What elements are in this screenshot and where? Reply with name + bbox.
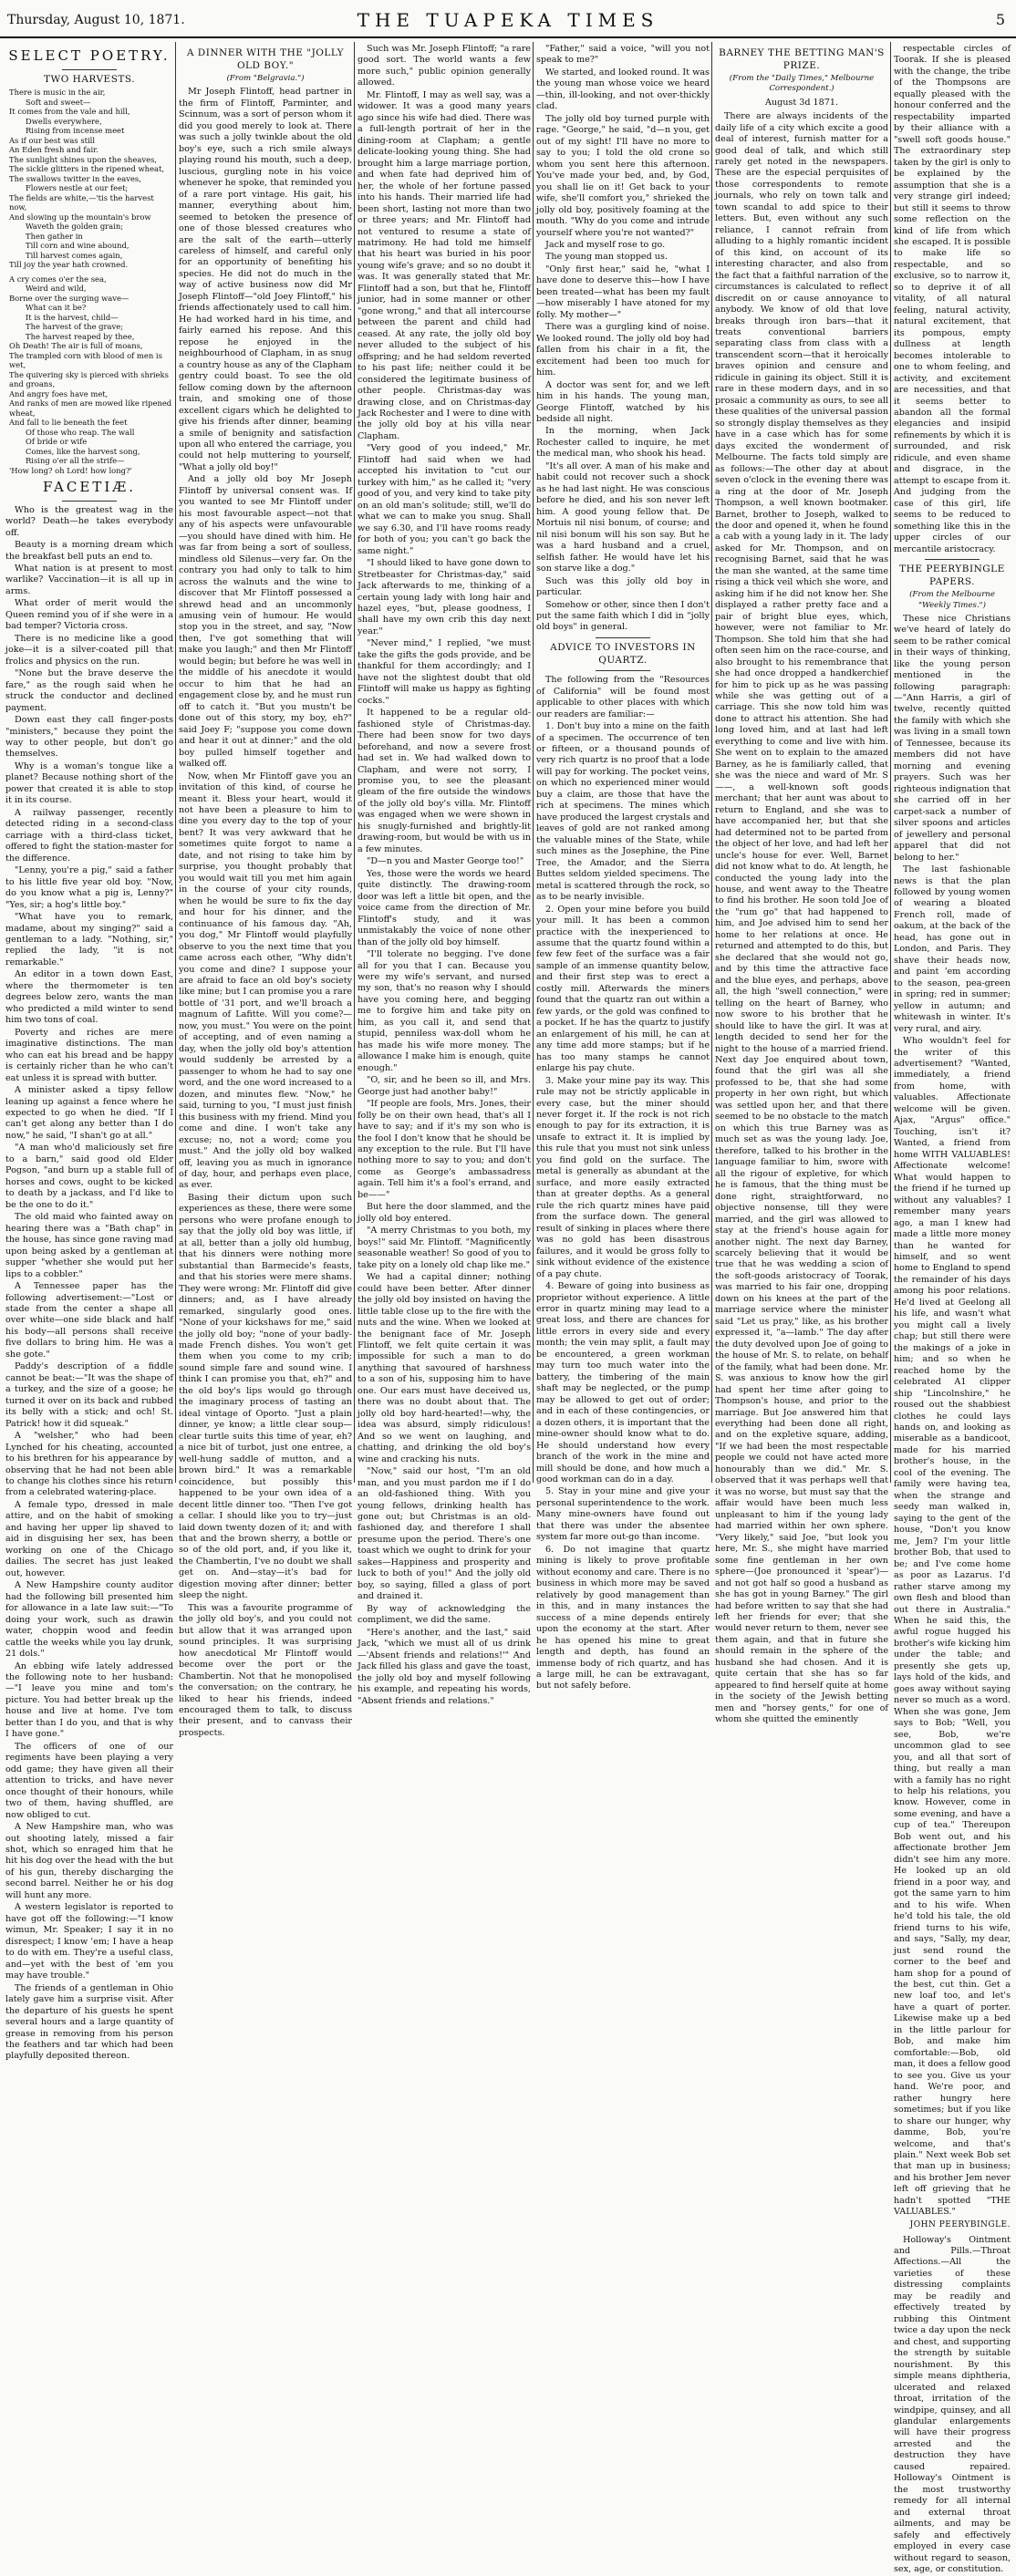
divider [596,637,650,638]
column-4 [536,44,710,1691]
peerybingle-body [894,614,1011,2219]
poem-line: The quivering sky is pierced with shrieks and groans, [9,369,169,389]
facetia-item: The officers of one of our regiments have been playing a very odd game; they have given all their attention to tricks, and have never once thought of their honours, while two of them, having shuffled, are now obliged to cut. [5,1741,173,1820]
facetia-item: There is no medicine like a good joke—it is a silver-coated pill that frolics and physics on the run. [5,633,173,667]
paragraph: "If people are fools, Mrs. Jones, their folly be on their own head, that's all I have to say; and if it's my son who is the fool I don't know that he should be any exception to the rule. But I'll have nothing more to say to you; and don't come as George's ambassadress again. Tell him it's a fool's errand, and be——" [358,1099,531,1200]
poem-line: The swallows twitter in the eaves, [9,173,141,183]
article-body-continued [358,44,531,1707]
masthead [0,0,1016,38]
paragraph: "I'll tolerate no begging. I've done all for you that I can. Because you were my wife's servant, and nursed my son, that's no reason why I should have you coming here, and begging me to forgive him and take pity on him, as you call it, and send that stupid, penniless wax-doll whom he has made his wife more money. The allowance I make him is enough, quite enough." [358,949,531,1073]
paragraph: We had a capital dinner; nothing could have been better. After dinner the jolly old boy insisted on having the little table close up to the fire with the nuts and the wine. When we looked at the benignant face of Mr. Joseph Flintoff, we felt quite certain it was impossible for such a man to do anything that savoured of harshness to a son of his, supposing him to have one. Our ears must have deceived us, there was no doubt about that. The jolly old boy hard-hearted!—why, the idea was absurd, simply ridiculous! And so we went on laughing, and chatting, and drinking the old boy's wine and cracking his nuts. [358,1272,531,1464]
facetia-item: Beauty is a morning dream which the breakfast bell puts an end to. [5,540,173,562]
poem-line: Of bride or wife [26,437,88,447]
column-5 [715,44,889,1725]
paragraph: "D—n you and Master George too!" [367,856,524,867]
facetia-item: A Tennessee paper has the following advertisement:—"Lost or stade from the center a shape all over white—one side black and half his body—all persons shall receive five dollars to bring him. He was a she gote." [5,1281,173,1360]
divider [62,501,117,502]
paragraph: There are always incidents of the daily life of a city which excite a good deal of interest, furnish matter for a good deal of talk, and which still rarely get noted in the newspapers. These are the especial perquisites of those correspondents to remote journals, who rely on town talk and town scandal to add spice to their letters. But, even without any such reliance, I cannot refrain from alluding to a highly romantic incident of this kind, on account of its interesting character, and also from the fact that a faithful narration of the circumstances is calculated to reflect discredit on or cause annoyance to anybody. We know of old that love breaks through iron bars—that it treats conventional barriers separating class from class with a transcendent scorn—that it heroically braves opinion and censure and ridicule in gaining its object. Still it is rare in these modern days, and in so prosaic a community as ours, to see all these qualities of the universal passion so strongly display themselves as they have in a case which has for some days excited the wonderment of Melbourne. The facts told simply are as follows:—The other day at about seven o'clock in the evening there was a ring at the door of Mr. Joseph Thompson, a well known bootmaker. Barnet, brother to Joseph, walked to the door and opened it, when he found a cab with a young lady in it. The lady asked for Mr. Thompson, and on recognising Barnet, said that he was the man she wanted, at the same time rising a thick veil which she wore, and asking him if he did not know her. She displayed a rather pretty face and a pair of bright blue eyes, which, however, were not familiar to Mr. Thompson. She told him that she had often seen him on the race-course, and also brought to his remembrance that she had once dropped a handkerchief for him to pick up as he was passing while she was getting out of a carriage. This she now told him was done to attract his attention. She had long loved him, and at last had left everything to come and live with him. She went on to explain to the amazed Barney, as he is familiarly called, that she was the niece and ward of Mr. S——, a well-known soft goods merchant; that her aunt was about to return to England, and she was to have accompanied her, but that she had determined not to be parted from the object of her love, and had left her uncle's house for ever. Well, Barnet did not know what to do. At length, he conducted the young lady into the house, and went away to the Theatre to find his brother. He soon told Joe of the "rum go" that had happened to him, and Joe advised him to send her home to her relations at once. He returned and attempted to do this, but she declared that she would not go, and by this time the attractive face and the blue eyes, and perhaps, above all, the high "swell connection," were telling on the heart of Barney, who now swore to his brother that he should like to have the girl. It was at length decided to send her for the night to the house of a married friend. Next day Joe enquired about town, found that the girl was all she professed to be, that she had some property in her own right, but which was settled upon her, and that there seemed to be no obstacle to the match on which this true Barney was as much set as was the young lady. Joe, therefore, talked to his brother in the language familiar to him, swore with all the rigour of expletive, for which he is famous, that the thing must be done right, straightforward, no objective nonsense, till they were married, and the girl was allowed to stay at the friend's house again for another night. The next day Barney, scarcely believing that it would be true that he was wedding a scion of the soft-goods aristocracy of Toorak, was married to his fair one, dropping down on his knees at the part of the marriage service where the minister said "Let us pray," like, as his brother expressed it, "a—lamb." The day after the duty devolved upon Joe of going to the house of Mr. S. to relate, on behalf of the family, what had been done. Mr. S. was anxious to know how the girl had spent her time after going to Thompson's house, and prior to the marriage. But Joe answered him that everything had been done all right, and on the expletive square, adding, "If we had been the most respectable people we could not have acted more honourably than we did." Mr. S. observed that it was perhaps well that it was no worse, but must say that the affair would have been much less unpleasant to him if the young lady had married within her own sphere. "Very likely," said Joe, "but look you here, Mr. S., she might have married some fine gentleman in her own sphere—(Joe pronounced it 'spear')—and not got half so good a husband as she has got in young Barney." The girl had before written to say that she had left her friends for ever; that she would never return to them, never see them again, and that in future she should remain in the sphere of the husband she had chosen. And it is quite certain that she has so far appeared to find herself quite at home in the society of the Jewish betting men and "horsey gents," for one of whom she quitted the eminently [715,111,889,1725]
facetia-item: What order of merit would the Queen remind you of if she were in a bad temper? Victoria cross. [5,598,173,632]
article-title-peerybingle: THE PEERYBINGLE PAPERS. [899,564,1005,587]
article-body-continued [536,44,710,634]
advice-item: 6. Do not imagine that quartz mining is likely to prove profitable without economy and care. There is no business in which more may be saved relatively by good management than in this, and in many instances the success of a mine depends entirely upon the economy at the start. After he has opened his mine to great length and depth, has found an immense body of rich quartz, and has a large mill, he can be extravagant, but not safely before. [536,1544,710,1691]
advice-item: 5. Stay in your mine and give your personal superintendence to the work. Many mine-owners have found out that there was under the absentee system far more out-go than income. [536,1486,710,1543]
paragraph: "I should liked to have gone down to Stretbeaster for Christmas-day," said Jack afterwards to me, thinking of a certain young lady with long hair and hazel eyes, "but, please goodness, I shall have my own crib this day next year." [358,558,531,636]
paragraph: Yes, those were the words we heard quite distinctly. The drawing-room door was left a little bit open, and the voice came from the direction of Mr. Flintoff's study, and it was unmistakably the voice of none other than of the jolly old boy himself. [358,868,531,947]
facetia-item: "Lenny, you're a pig," said a father to his little five year old boy. "Now, do you know what a pig is, Lenny?" "Yes, sir; a hog's little boy." [5,865,173,910]
paragraph: "Now," said our host, "I'm an old man, and you must pardon me if I do an old-fashioned thing. With you young fellows, drinking health has gone out; but Christmas is an old-fashioned day, and therefore I shall presume upon the period. There's one toast which we ought to drink for your sakes—Happiness and prosperity and luck to both of you!" And the jolly old boy, so saying, filled a glass of port and drained it. [358,1466,531,1602]
article-body [715,111,888,1726]
paragraph: respectable circles of Toorak. If she is pleased with the change, the tribe of the Thompsons are equally pleased with the honour conferred and the respectability imparted by their alliance with a "swell soft goods house." The extraordinary step taken by the girl is only to be explained by the assumption that she is a very strange girl indeed; but still it seems to throw some reflection on the kind of life from which she escaped. It is possible to make life so respectable, and so exclusive, so to narrow it, so to deprive it of all vitality, of all natural feeling, natural activity, natural excitement, that its pompous, empty dullness at length becomes intolerable to one to whom feeling, and activity, and excitement are necessities, and that it seems better to abandon all the formal elegancies and insipid refinements by which it is surrounded, and risk ridicule, and even shame and disgrace, in the attempt to escape from it. And judging from the case of this girl, life seems to be reduced to something like this in the upper circles of our mercantile aristocracy. [894,44,1011,554]
paragraph: It happened to be a regular old-fashioned style of Christmas-day. There had been snow for two days beforehand, and now a severe frost had set in. We had walked down to Clapham, and were not sorry, I promise you, to see the pleasant gleam of the fire outside the windows of the jolly old boy's villa. Mr. Flintoff was engaged when we were shown in his snugly-furnished and brightly-lit drawing-room, but would be with us in a few minutes. [358,708,531,854]
column-rule [175,42,176,1483]
facetia-item: Down east they call finger-posts "ministers," because they point the way to other people, but don't go themselves. [5,715,173,760]
paragraph: Such was this jolly old boy in particular. [536,575,710,598]
paragraph: "It's all over. A man of his make and habit could not recover such a shock as he had last night. He was conscious before he died, and his son never left him. A good young fellow that. De Mortuis nil nisi bonum, of course; and nil nisi bonum will his son say. But he was a hard husband and a cruel, selfish father. He would have let his son starve like a dog." [536,460,710,574]
poem-line: A cry comes o'er the sea, [9,274,107,284]
article-body [179,87,352,1739]
paragraph: Now, when Mr Flintoff gave you an invitation of this kind, of course he meant it. Bless your heart, would it not have been a pleasure to him to dine you every day to the top of your bent? It was very awkward that he sometimes quite forgot to name a date, and not rising to take him by surprise, you thought probably that you would wait till you met him again in the course of your city rounds, when he would be sure to fix the day and hour for his dinner, and the continuance of his famous day. "Ah, you dog," Mr Flintoff would playfully observe to you the next time that you came across each other, "Why didn't you come and dine? I suppose your are afraid to face an old boy's society like mine; but I can promise you a rare bottle of '31 port, and we'll broach a magnum of Lafitte. Will you come?—now, you must." You were on the point of accepting, and of even naming a day, when the jolly old boy's attention would suddenly be arrested by a passenger to whom he had to say one word, and the one word increased to a dozen, and minutes flew. "Now," he said, turning to you, "I must just finish this business with my friend. Mind you come and dine. I won't take any excuse; no, not a word; come you must." And the jolly old boy walked off, leaving you as much in ignorance of day, hour, and perhaps even place, as ever. [179,771,352,1191]
poem-line: Till corn and wine abound, [26,241,130,251]
facetia-item: "What have you to remark, madame, about my singing?" said a gentleman to a lady. "Nothing, sir," replied the lady, "it is not remarkable." [5,912,173,967]
facetia-item: The old maid who fainted away on hearing there was a "Bath chap" in the house, has since gone raving mad upon being asked by a gentleman at supper "whether she would put her lips to a cobbler." [5,1212,173,1279]
paragraph: "Never mind," I replied, "we must take the gifts the gods provide, and be thankful for them accordingly; and I have not the slightest doubt that old Flintoff will make us happy as fighting cocks." [358,638,531,706]
paragraph: Jack and myself rose to go. [545,239,666,250]
paragraph: "Here's another, and the last," said Jack, "which we must all of us drink—'Absent friends and relations!'" And Jack filled his glass and gave the toast, the jolly old boy and myself following his example, and repeating his words, "Absent friends and relations." [358,1627,531,1706]
paragraph: The young man stopped us. [545,252,668,263]
article-dateline: August 3d 1871. [764,97,838,108]
divider [596,670,650,671]
paragraph: In the morning, when Jack Rochester called to inquire, he met the medical man, who shook his head. [536,426,710,460]
paragraph: "A merry Christmas to you both, my boys!" said Mr. Flintoff. "Magnificently seasonable weather! So good of you to take pity on a lonely old chap like me." [358,1226,531,1270]
article-body-continued [894,44,1011,555]
paragraph: The jolly old boy turned purple with rage. "George," he said, "d—n you, get out of my sight! I'll have no more to say to you; I told the old crone so whom you sent here this afternoon. You've made your bed, and, by God, you shall lie on it! Get back to your wife, she'll comfort you," shrieked the jolly old boy, positively foaming at the mouth. "Why do you come and intrude yourself where you're not wanted?" [536,113,710,238]
page-number: 5 [995,11,1005,28]
poem-line: Soft and sweet— [26,97,91,107]
column-1 [5,44,173,2062]
poem-line: And fall to lie beneath the feet [9,418,128,428]
newspaper-title: THE TUAPEKA TIMES [357,9,659,31]
poem-line: The fields are white,—'tis the harvest now, [9,192,154,212]
facetiae-list [5,505,173,2063]
facetia-item: An ebbing wife lately addressed the following note to her husband:—"I leave you mine and tom's picture. You had better break up the house and live at home. I've tom better than I do you, and that is why I have gone." [5,1660,173,1740]
poem-line: Flowers nestle at our feet; [26,183,129,193]
article-source: (From the Melbourne "Weekly Times.") [909,590,995,610]
paragraph: These nice Christians we've heard of lately do seem to be rather comical in their ways of thinking, like the young person mentioned in the following paragraph:—"Ann Harris, a girl of twelve, recently quitted the family with which she was living in a small town of Tennessee, because its members did not have morning and evening prayers. Such was her righteous indignation that she carried off in her carpet-sack a number of silver spoons and articles of jewellery and personal apparel that did not belong to her." [894,613,1011,863]
column-2 [179,44,352,1738]
signature: JOHN PEERYBINGLE. [909,2219,1011,2229]
article-source: (From "Belgravia.") [226,74,305,84]
poem-line: 'How long? oh Lord! how long?' [9,465,132,475]
article-title-barney: BARNEY THE BETTING MAN'S PRIZE. [719,47,885,71]
paragraph: This was a favourite programme of the jolly old boy's, and you could not but allow that it was arranged upon sound principles. It was surprising how anecdotical Mr Flintoff would become over the port or the Chambertin. Not that he monopolised the conversation; on the contrary, he liked to hear his friends, indeed encouraged them to talk, to discuss their present, and to canvass their prospects. [179,1602,352,1738]
facetia-item: A female typo, dressed in male attire, and on the habit of smoking and having her upper lip shaved to aid in disguising her sex, has been working on one of the Chicago dailies. The secret has just leaked out, however. [5,1499,173,1578]
advice-item: The following from the "Resources of California" will be found most applicable to other places with which our readers are familiar:— [536,675,710,719]
facetia-item: A New Hampshire man, who was out shooting lately, missed a fair shot, which so enraged him that he hit his dog over the head with the but of his gun, thereby discharging the second barrel. Neither he or his dog will hunt any more. [5,1822,173,1900]
paragraph: There was a gurgling kind of noise. We looked round. The jolly old boy had fallen from his chair in a fit, the excitement had been too much for him. [536,322,710,378]
advice-item: 1. Don't buy into a mine on the faith of a specimen. The occurrence of ten or fifteen, or a thousand pounds of very rich quartz is no proof that a lode will pay for working. The pocket veins, on which no experienced miner would buy a claim, are those that have the rich at specimens. The mines which have produced the largest crystals and leaves of gold are not ranked among the valuable mines of the State, while such mines as the Josephine, the Pine Tree, the Amador, and the Sierra Buttes seldom yielded specimens. The metal is scattered through the rock, so as to be nearly invisible. [536,721,710,903]
facetia-item: Why is a woman's tongue like a planet? Because nothing short of the power that created it is able to stop it in its course. [5,760,173,806]
poem-line: Rising o'er all the strife— [26,456,125,466]
poem-line: It is the harvest, child— [26,312,119,322]
paragraph: Somehow or other, since then I don't put the same faith which I did in "jolly old boys" in general. [536,599,710,633]
poem-line: An Eden fresh and fair. [9,145,98,155]
paragraph: Such was Mr. Joseph Flintoff; "a rare good sort. The world wants a few more such," public opinion generally allowed. [358,44,531,88]
poem-line: The harvest reaped by thee, [26,331,135,341]
facetia-item: A railway passenger, recently detected riding in a second-class carriage with a third-class ticket, offered to fight the station-master for the difference. [5,807,173,864]
poem-line: It comes from the vale and hill, [9,107,130,117]
poem-line: The sickle glitters in the ripened wheat, [9,164,165,174]
section-title-facetiae: FACETIÆ. [42,479,137,496]
paragraph: Who wouldn't feel for the writer of this advertisement? "Wanted, immediately, a friend from home, with valuables. Affectionate welcome will be given. Ajax, "Argus" office." Touching, isn't it? Wanted, a friend from home WITH VALUABLES! Affectionate welcome! What would happen to the friend if he turned up without any valuables? I remember many years ago, a man I knew had made a little more money than he wanted for himself, and so went home to England to spend the remainder of his days among his poor relations. He'd lived at Geelong all his life, and wasn't what you might call a lively chap; but still there were the makings of a joke in him; and so when he reached home by the celebrated A1 clipper ship "Lincolnshire," he roused out the shabbiest clothes he could lays hands on, and looking as miserable as a bandicoot, made for his married brother's house, in the cool of the evening. The family were having tea, when the strange and seedy man walked in, saying to the gent of the house, "Don't you know me, Jem? I'm your little brother Bob, that used to be; and I've come home as poor as Lazarus. I'd rather starve among my own flesh and blood than out there in Australia." When he said this, the awful rogue hugged his brother's wife kicking him under the table; and presently she gets up, lays hold of the kids, and goes away without saying never so much as a word. When she was gone, Jem says to Bob; "Well, you see, Bob, we're uncommon glad to see you, and all that sort of thing, but really a man with a family has no right to help his relations, you know. However, come in some evening, and have a cup of tea." Thereupon Bob went out, and his affectionate brother Jem didn't see him any more. He looked up an old friend in a poor way, and got the same yarn to him and to his wife. When he'd told his tale, the old friend turns to his wife, and says, "Sally, my dear, just send round the corner to the beef and ham shop for a pound of the best, cut thin. Get a new loaf too, and let's have a quart of porter. Likewise make up a bed in the little parlour for Bob, and make him comfortable:—Bob, old man, it does a fellow good to see you. Give us your hand. We're poor, and rather hungry here sometimes; but if you like to share our hunger, why damme, Bob, you're welcome, and that's plain." Next week Bob set that man up in business; and his brother Jem never left off grieving that he hadn't spotted "THE VALUABLES." [894,1036,1011,2218]
facetia-item: A "welsher," who had been Lynched for his cheating, accounted to his brethren for his appearance by observing that he had not been able to change his clothes since his return from a celebrated watering-place. [5,1431,173,1498]
facetia-item: The friends of a gentleman in Ohio lately gave him a surprise visit. After the departure of his guests he spent several hours and a large quantity of grease in removing from his person the feathers and tar which had been playfully deposited thereon. [5,1982,173,2062]
column-6 [894,44,1011,2575]
paragraph: By way of acknowledging the compliment, we did the same. [358,1603,531,1626]
poem-line: The sunlight shines upon the sheaves, [9,154,158,164]
advice-item: 3. Make your mine pay its way. This rule may not be strictly applicable in every case, but the miner should never forget it. If the rock is not rich enough to pay for its extraction, it is unsafe to extract it. It is implied by this rule that you must not sink unless you find gold on the surface. The metal is generally as abundant at the surface, and more easily extracted than at greater depths. As a general rule the rich quartz mines have paid from the surface down. The general result of sinking in places where there was no gold has been disastrous failures, and it would be gross folly to sink without evidence of the existence of a pay chute. [536,1075,710,1279]
facetia-item: "A man who'd maliciously set fire to a barn," said good old Elder Pogson, "and burn up a stable full of horses and cows, ought to be kicked to death by a jackass, and I'd like to be the one to do it." [5,1143,173,1210]
paragraph: A doctor was sent for, and we left him in his hands. The young man, George Flintoff, watched by his bedside all night. [536,379,710,424]
facetia-item: Who is the greatest wag in the world? Death—he takes everybody off. [5,504,173,538]
paragraph: Basing their dictum upon such experiences as these, there were some persons who were profane enough to say that the jolly old boy was little, if at all, better than a jolly old humbug, that his dinners were nothing more substantial than Barmecide's feasts, and that his stories were mere shams. They were wrong: Mr. Flintoff did give dinners; and, as I have already remarked, singularly good ones. "None of your kickshaws for me," said the jolly old boy; "none of your badly-made French dishes. You won't get them when you come to my crib; sound simple fare and sound wine. I think I can promise you that, eh?" and the old boy's lips would go through the imaginary process of tasting an ideal vintage of Oporto. "Just a plain dinner, ye know; a little clear soup—clear turtle suits this time of year, eh? a nice bit of turbot, just one entree, a well-hung saddle of mutton, and a brown bird." It was a remarkable coincidence, but possibly this happened to be your own idea of a decent little dinner too. "Then I've got a cellar. I should like you to try—just laid down twenty dozen of it; and with that and the brown sherry, a bottle or so of the old port, and, if you like it, the Chambertin, I've no doubt we shall get on. And—stay—it's bad for digestion moving after dinner; better sleep the night. [179,1192,352,1601]
paragraph: But here the door slammed, and the jolly old boy entered. [358,1202,531,1224]
section-title-poetry: SELECT POETRY. [8,47,171,64]
divider [925,559,980,560]
poem-line: There is music in the air, [9,88,106,98]
advice-body [536,675,710,1692]
paragraph: Mr Joseph Flintoff, head partner in the firm of Flintoff, Parminter, and Scinnum, was a sort of person whom it did you good merely to look at. There was such a jolly twinkle about the old boy's eye, such a rich smile always playing round his mouth, such a deep, luscious, gurgling note in his voice whenever he spoke, that reminded you of a rare port vintage. His gait, his manner, everything about him, seemed to betoken the presence of one of those blessed creatures who are the salt of the earth—utterly careless of himself, and careful only for an opportunity of benefiting his species. He did not do much in the way of active business now did Mr Joseph Flintoff—"old Joey Flintoff," his friends affectionately used to call him. He had worked hard in his time, and fairly earned his repose. And this repose he enjoyed in the neighbourhood of Clapham, in as snug a country house as any of the Clapham gentry could boast. To see the old fellow coming down by the afternoon train, and smoking one of those excellent cigars which he delighted to give his friends after dinner, beaming a smile of benignity and satisfaction upon all who entered the carriage, you could not help muttering to yourself, "What a jolly old boy!" [179,87,352,472]
paragraph: And a jolly old boy Mr Joseph Flintoff by universal consent was. If you wanted to see Mr Flintoff under his most favourable aspect—not that any of his aspects were unfavourable—you should have dined with him. He was far from being a sort of soulless, mindless old Silenus—very far. On the contrary you had only to talk to him across the walnuts and the wine to discover that Mr Flintoff possessed a shrewd head and an uncommonly amusing vein of humour. He would stop you in the street, and say, "Now then, I've got something that will make you laugh;" and then Mr Flintoff would begin; but before he was well in the middle of his anecdote it would occur to him that he had an engagement close by, and he must run off to catch it. "But you mustn't be done out of this story, my boy, eh?" said Joey F; "suppose you come down and hear it out at dinner;" and the old boy pulled himself together and walked off. [179,474,352,770]
poem-line: Oh Death! The air is full of moans, [9,341,143,351]
poem-line: And slowing up the mountain's brow [9,212,151,222]
facetia-item: Poverty and riches are mere imaginative distinctions. The man who can eat his bread and be happy is certainly richer than he who can't eat unless it is spread with butter. [5,1027,173,1083]
article-title-advice: ADVICE TO INVESTORS IN QUARTZ. [550,641,696,666]
poem-line: Till harvest comes again, [26,250,123,260]
divider [62,69,117,70]
poem-line: The harvest of the grave; [26,322,124,332]
poem-line: As if our best was still [9,135,96,145]
article-title-dinner: A DINNER WITH THE "JOLLY OLD BOY." [186,47,345,71]
issue-date: Thursday, August 10, 1871. [7,13,185,27]
paragraph: The last fashionable news is that the plan followed by young women of wearing a bloated French roll, made of oakum, at the back of the head, has gone out in London, and Paris. They shave their heads now, and paint 'em according to the season, pea-green in spring; red in summer; yellow in autumn; and whitewash in winter. It's very rural, and airy. [894,864,1011,1034]
column-rule [890,42,891,1483]
poem-line: Waveth the golden grain; [26,222,124,232]
paragraph: Mr. Flintoff, I may as well say, was a widower. It was a good many years ago since his wife had died. There was a full-length portrait of her in the dining-room at Clapham; a gentle delicate-looking young thing. She had brought him a large marriage portion, and when fate had deprived him of her, the whole of her fortune passed into his hands. Their married life had been short, lasting not more than two or three years; and Mr. Flintoff had not ventured to resume a state of matrimony. He had told me himself that his heart was buried in his poor young wife's grave; and so no doubt it was. It was generally stated that Mr. Flintoff had a son, but that he, Flintoff junior, had in some manner or other "gone wrong," and that all intercourse between the parent and child had ceased. At any rate, the jolly old boy never alluded to the subject of his offspring; and he had seldom reverted to his past life; neither could it be considered the legitimate business of other people. Christmas-day was drawing close, and on Christmas-day Jack Rochester and I were to dine with the jolly old boy at his villa near Clapham. [358,89,531,441]
poem-line: Then gather in [26,231,83,241]
facetia-item: A western legislator is reported to have got off the following:—"I know wimun, Mr. Speaker; I say it in no disrespect; I know 'em; I have a heap to do with em. They're a useful class, and—yet with the best of 'em you may have trouble." [5,1902,173,1981]
facetia-item: A minister asked a tipsy fellow leaning up against a fence where he expected to go when he died. "If I can't get along any better than I do now," he said, "I shan't go at all." [5,1085,173,1141]
advice-item: 2. Open your mine before you build your mill. It has been a common practice with the inexperienced to assume that the quartz found within a few few feet of the surface was a fair sample of an immense quantity below, and their first step was to erect a costly mill. Afterwards the miners found that the quartz ran out within a few yards, or the gold was confined to a pocket. If he has the quartz to justify an enlargement of his mill, he can at any time add more stamps; but if he has too many stamps he cannot enlarge his pay chute. [536,904,710,1074]
poem-line: Of those who reap. The wall [26,427,135,437]
holloway-advertisement: Holloway's Ointment and Pills.—Throat Affections.—All the varieties of these distressing complaints may be readily and effectively treated by rubbing this Ointment twice a day upon the neck and chest, and supporting the strength by suitable nourishment. By this simple means diphtheria, ulcerated and relaxed throat, irritation of the windpipe, quinsey, and all glandular enlargements will have their progress arrested and the destruction they have caused repaired. Holloway's Ointment is the most trustworthy remedy for all internal and external throat ailments, and may be safely and effectively employed in every case without regard to season, sex, age, or constitution. [894,2234,1011,2575]
column-3 [358,44,531,1706]
poem-line: Comes, like the harvest song, [26,446,140,456]
poem-line: Weird and wild, [26,284,87,294]
column-rule [533,42,534,1483]
facetia-item: "None but the brave deserve the fare," as the rough said when he struck the conductor and declined payment. [5,668,173,713]
paragraph: "Only first hear," said he, "what I have done to deserve this—how I have been treated—what has been my fault—how miserably I have atoned for my folly. My mother—" [536,264,710,320]
poem-line: And angry foes have met, [9,388,109,398]
poem-body [9,88,173,475]
facetia-item: What nation is at present to most warlike? Vaccination—it is all up in arms. [5,563,173,596]
poem-line: Till joy the year hath crowned. [9,260,129,270]
paragraph: "Very good of you indeed," Mr. Flintoff had said when we had accepted his invitation to "cut our turkey with him," as he called it; "very good of you, and very kind to take pity on an old man's solitude; still, we'll do what we can to make you snug. Shall we say 6.30, and I'll have rooms ready for both of you; you can't go back the same night." [358,443,531,556]
paragraph: "Father," said a voice, "will you not speak to me?" [536,44,710,66]
facetia-item: A New Hampshire county auditor had the following bill presented him for allowance in a late law suit:—"To doing your work, such as drawin water, choppin wood and feedin cattle the weeks while you lay drunk, 21 dols." [5,1580,173,1660]
poem-line: And ranks of men are mowed like ripened wheat, [9,398,172,418]
column-rule [354,42,355,1483]
paragraph: We started, and looked round. It was the young man whose voice we heard—thin, ill-looking, and not over-thickly clad. [536,67,710,112]
poem-title: TWO HARVESTS. [43,73,136,85]
article-source: (From the "Daily Times," Melbourne Correspondent.) [729,74,875,94]
advice-item: 4. Beware of going into business as proprietor without experience. A little error in quartz mining may lead to a great loss, and there are chances for little errors in every side and every month; the vein may split, a fault may be encountered, a green workman may turn too much water into the battery, the timbering of the main shaft may be neglected, or the pump may be allowed to get out of order; and in each of these contingencies, or a dozen others, it is important that the mine-owner should know what to do. He should understand how every branch of the work in the mine and mill should be done, and how much a good workman can do in a day. [536,1281,710,1485]
column-rule [711,42,712,1483]
poem-line: The trampled corn with blood of men is wet, [9,350,162,370]
poem-line: Dwells everywhere, [26,116,102,126]
poem-line: Rising from incense meet [26,126,125,136]
facetia-item: Paddy's description of a fiddle cannot be beat:—"It was the shape of a turkey, and the size of a goose; he turned it over on its back and rubbed its belly with a stick; and och! St. Patrick! how it did squeak." [5,1361,173,1429]
paragraph: "O, sir, and he been so ill, and Mrs. George just had another baby!" [358,1075,531,1097]
poem-line: Borne over the surging wave— [9,293,130,303]
facetia-item: An editor in a town down East, where the thermometer is ten degrees below zero, wants the man who predicted a mild winter to send him two tons of coal. [5,969,173,1026]
poem-line: What can it be? [26,303,87,313]
